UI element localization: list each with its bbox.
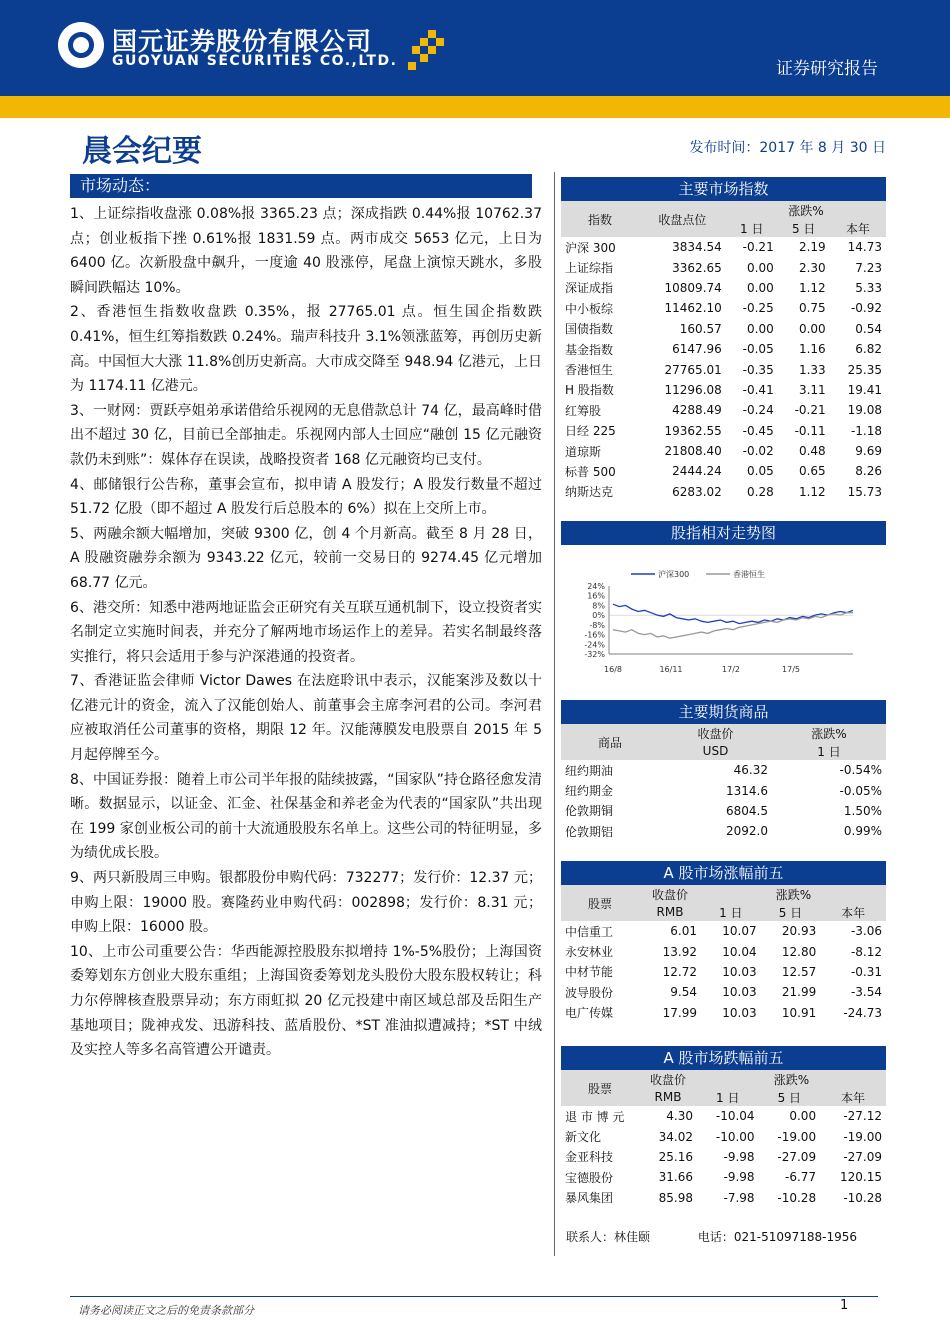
table-cell: 8.26	[855, 464, 882, 479]
publish-date: 发布时间：2017 年 8 月 30 日	[689, 140, 886, 156]
page-title: 晨会纪要	[82, 134, 202, 169]
table-cell: 1.16	[798, 342, 826, 357]
table-cell: 0.28	[747, 484, 774, 499]
legend-label: 沪深300	[658, 570, 690, 579]
column-divider	[554, 172, 555, 1256]
table-cell: 2.30	[798, 260, 826, 275]
table-cell: -19.00	[843, 1129, 882, 1144]
col-header: 本年	[820, 903, 886, 921]
contact-person: 联系人：林佳颐	[566, 1230, 651, 1244]
table-cell: -0.54%	[839, 763, 882, 778]
col-header: 涨跌%	[772, 724, 886, 742]
table-row	[561, 1106, 886, 1126]
table-cell: -0.24	[742, 403, 774, 418]
table-cell: 4.30	[666, 1109, 694, 1124]
losers-panel	[561, 1046, 886, 1208]
col-header: 1 日	[772, 742, 886, 760]
table-cell: 6283.02	[672, 484, 722, 499]
table-row	[561, 380, 886, 400]
table-cell: 19.08	[847, 403, 882, 418]
table-cell: 10.04	[722, 944, 757, 959]
y-tick-label: 0%	[592, 611, 605, 621]
row-label: H 股指数	[565, 383, 614, 398]
page-header	[0, 0, 950, 96]
futures-panel	[561, 700, 886, 842]
table-row	[561, 780, 886, 800]
table-cell: 1.12	[798, 280, 826, 295]
table-cell: 3.11	[798, 382, 826, 397]
y-tick-label: -32%	[584, 650, 605, 659]
table-cell: 2444.24	[672, 464, 722, 479]
table-cell: 11296.08	[664, 382, 722, 397]
news-paragraph: 1、上证综指收盘涨 0.08%报 3365.23 点；深成指跌 0.44%报 10762.37 点；创业板指下挫 0.61%报 1831.59 点。两市成交 5653 亿元，上日为 6400 亿。次新股盘中飙升，一度逾 40 股涨停，尾盘上演惊天跳水，多股瞬间跌幅达 10%。	[70, 206, 542, 296]
table-row	[561, 921, 886, 941]
losers-table	[561, 1070, 886, 1208]
row-label: 中材节能	[565, 965, 614, 980]
table-row	[561, 941, 886, 961]
y-tick-label: 16%	[587, 591, 605, 601]
row-label: 纽约期金	[565, 784, 614, 799]
table-cell: -27.09	[843, 1149, 882, 1164]
table-row	[561, 359, 886, 379]
news-paragraph: 9、两只新股周三申购。银都股份申购代码：732277；发行价：12.37 元；申购上限：19000 股。赛隆药业申购代码：002898；发行价：8.31 元；申购上限：16000 股。	[70, 870, 542, 936]
col-header: 涨跌%	[726, 201, 886, 219]
col-header: 收盘价	[659, 724, 772, 742]
x-tick-label: 16/8	[604, 665, 622, 674]
futures-heading: 主要期货商品	[561, 700, 886, 724]
table-row	[561, 760, 886, 780]
table-row	[561, 1167, 886, 1187]
header-stripe	[0, 96, 950, 118]
table-cell: 0.00	[798, 321, 826, 336]
table-cell: 15.73	[847, 484, 882, 499]
col-header: 股票	[561, 1070, 639, 1106]
page-number: 1	[840, 1298, 849, 1313]
market-section-heading: 市场动态：	[70, 174, 532, 198]
table-cell: 1.50%	[843, 803, 882, 818]
table-cell: 85.98	[658, 1190, 694, 1205]
chart-svg	[561, 546, 886, 696]
news-paragraph: 7、香港证监会律师 Victor Dawes 在法庭聆讯中表示，汉能案涉及数以十亿港元计的资金，流入了汉能创始人、前董事会主席李河君的公司。李河君应被取消任公司董事的资格，期限 12 年。汉能薄膜发电股票自 2015 年 5 月起停牌至今。	[70, 673, 542, 764]
table-row	[561, 1147, 886, 1167]
col-header: RMB	[639, 903, 701, 921]
x-tick-label: 17/5	[782, 665, 800, 674]
table-cell: 14.73	[847, 240, 882, 255]
col-header: 1 日	[697, 1088, 759, 1106]
news-paragraph: 3、一财网：贾跃亭姐弟承诺借给乐视网的无息借款总计 74 亿，最高峰时借出不超过 30 亿，目前已全部抽走。乐视网内部人士回应“融创 15 亿元融资款仍未到账”：媒体存在误读，战略投资者 168 亿元融资均已支付。	[70, 402, 542, 468]
table-cell: 12.57	[781, 964, 817, 979]
col-header: 5 日	[759, 1088, 821, 1106]
row-label: 深证成指	[565, 281, 614, 296]
row-label: 国债指数	[565, 322, 614, 337]
table-cell: 13.92	[662, 944, 697, 959]
table-cell: -0.45	[742, 423, 774, 438]
col-header: 商品	[561, 724, 659, 760]
contact-info	[566, 1228, 857, 1245]
footer-divider	[70, 1296, 878, 1297]
row-label: 退 市 博 元	[565, 1109, 625, 1124]
table-cell: -0.02	[742, 444, 774, 459]
report-type: 证券研究报告	[776, 59, 878, 79]
row-label: 纳斯达克	[565, 485, 614, 500]
table-cell: 17.99	[662, 1005, 697, 1020]
row-label: 标普 500	[565, 464, 616, 479]
table-cell: 3362.65	[672, 260, 722, 275]
footer-disclaimer: 请务必阅读正文之后的免责条款部分	[78, 1304, 254, 1317]
table-cell: 10.07	[722, 924, 757, 939]
news-paragraph: 2、香港恒生指数收盘跌 0.35%，报 27765.01 点。恒生国企指数跌 0.41%，恒生红筹指数跌 0.24%。瑞声科技升 3.1%领涨蓝筹，再创历史新高。中国恒大大涨 11.8%创历史新高。大市成交降至 948.94 亿港元，上日为 1174.11 亿港元。	[70, 304, 542, 395]
table-cell: -0.25	[742, 301, 774, 316]
row-label: 中小板综	[565, 301, 614, 316]
col-header: 收盘点位	[639, 201, 726, 237]
logo-squares-icon	[408, 30, 444, 70]
col-header: 1 日	[701, 903, 761, 921]
relative-trend-chart	[561, 546, 886, 696]
col-header: USD	[659, 742, 772, 760]
y-tick-label: 8%	[592, 601, 605, 611]
gainers-heading: A 股市场涨幅前五	[561, 861, 886, 885]
table-cell: 34.02	[658, 1129, 694, 1144]
table-cell: 0.05	[747, 464, 774, 479]
table-cell: 12.72	[662, 964, 697, 979]
table-row	[561, 278, 886, 298]
table-cell: -24.73	[843, 1005, 882, 1020]
gainers-panel	[561, 861, 886, 1023]
indices-table	[561, 201, 886, 502]
table-row	[561, 441, 886, 461]
col-header: 本年	[830, 219, 886, 237]
table-cell: -3.54	[850, 985, 882, 1000]
table-row	[561, 1188, 886, 1208]
table-cell: 20.93	[781, 924, 817, 939]
table-cell: -9.98	[723, 1170, 755, 1185]
table-cell: 160.57	[679, 321, 722, 336]
table-cell: -10.00	[715, 1129, 755, 1144]
table-cell: -19.00	[777, 1129, 817, 1144]
y-tick-label: -8%	[589, 620, 605, 630]
col-header: 5 日	[778, 219, 830, 237]
table-cell: 120.15	[840, 1170, 882, 1185]
table-row	[561, 298, 886, 318]
table-cell: -0.92	[850, 301, 882, 316]
table-cell: -9.98	[723, 1149, 755, 1164]
table-cell: 0.00	[747, 260, 774, 275]
table-cell: 46.32	[733, 763, 768, 778]
table-cell: 0.75	[798, 301, 826, 316]
losers-heading: A 股市场跌幅前五	[561, 1046, 886, 1070]
market-news-body	[70, 202, 542, 1063]
table-cell: 0.99%	[843, 824, 882, 839]
table-cell: -1.18	[850, 423, 882, 438]
col-header: 涨跌%	[697, 1070, 886, 1088]
table-cell: 9.69	[855, 444, 882, 459]
news-paragraph: 5、两融余额大幅增加，突破 9300 亿，创 4 个月新高。截至 8 月 28 日，A 股融资融券余额为 9343.22 亿元，较前一交易日的 9274.45 亿元增加 68.77 亿元。	[70, 525, 542, 591]
table-cell: -0.41	[742, 382, 774, 397]
table-cell: -0.31	[850, 964, 882, 979]
table-cell: -0.35	[742, 362, 774, 377]
table-cell: 19.41	[847, 382, 882, 397]
table-cell: 3834.54	[672, 240, 722, 255]
series-line	[613, 613, 853, 639]
news-paragraph: 8、中国证券报：随着上市公司半年报的陆续披露，“国家队”持仓路径愈发清晰。数据显示，以证金、汇金、社保基金和养老金为代表的“国家队”共出现在 199 家创业板公司的前十大流通股股东名单上。这些公司的特征明显，多为绩优成长股。	[70, 771, 542, 862]
table-cell: -0.21	[794, 403, 826, 418]
x-tick-label: 16/11	[659, 665, 683, 674]
table-cell: -0.05	[742, 342, 774, 357]
news-paragraph: 10、上市公司重要公告：华西能源控股股东拟增持 1%-5%股份；上海国资委筹划东方创业大股东重组；上海国资委筹划龙头股份大股东股权转让；科力尔停牌核查股票异动；东方雨虹拟 20 亿元投建中南区域总部及岳阳生产基地项目；陇神戎发、迅游科技、蓝盾股份、*ST 准油拟遭减持；*ST 中绒及实控人等多名高管遭公开谴责。	[70, 943, 542, 1059]
legend-label: 香港恒生	[733, 570, 765, 579]
table-row	[561, 237, 886, 257]
row-label: 日经 225	[565, 424, 616, 439]
row-label: 伦敦期铝	[565, 824, 614, 839]
row-label: 波导股份	[565, 985, 614, 1000]
news-paragraph: 6、港交所：知悉中港两地证监会正研究有关互联互通机制下，设立投资者实名制定立实施时间表，并充分了解两地市场运作上的差异。若实名制最终落实推行，将只会适用于参与沪深港通的投资者。	[70, 599, 542, 665]
chart-heading: 股指相对走势图	[561, 521, 886, 545]
table-cell: 1.12	[798, 484, 826, 499]
table-cell: -8.12	[850, 944, 882, 959]
table-cell: 6804.5	[725, 803, 768, 818]
table-cell: 7.23	[855, 260, 882, 275]
gainers-table	[561, 885, 886, 1023]
table-cell: -10.28	[777, 1190, 817, 1205]
table-cell: -0.05%	[839, 783, 882, 798]
row-label: 中信重工	[565, 924, 614, 939]
col-header: 5 日	[761, 903, 821, 921]
table-row	[561, 982, 886, 1002]
table-row	[561, 962, 886, 982]
table-row	[561, 801, 886, 821]
table-cell: 25.35	[847, 362, 882, 377]
company-name-en: GUOYUAN SECURITIES CO.,LTD.	[112, 53, 398, 69]
row-label: 宝德股份	[565, 1170, 614, 1185]
row-label: 伦敦期铜	[565, 804, 614, 819]
table-cell: 0.65	[798, 464, 826, 479]
table-cell: 2092.0	[725, 824, 768, 839]
table-row	[561, 339, 886, 359]
table-cell: 5.33	[855, 280, 882, 295]
futures-table	[561, 724, 886, 842]
table-row	[561, 400, 886, 420]
chart-panel	[561, 521, 886, 545]
table-cell: 10809.74	[664, 280, 722, 295]
col-header: 收盘价	[639, 885, 701, 903]
y-tick-label: -16%	[584, 630, 605, 640]
company-logo-icon	[58, 22, 104, 68]
table-cell: -10.28	[843, 1190, 882, 1205]
table-cell: 12.80	[781, 944, 817, 959]
table-cell: -7.98	[723, 1190, 755, 1205]
table-cell: 10.03	[722, 1005, 757, 1020]
table-cell: 2.19	[798, 240, 826, 255]
table-row	[561, 1126, 886, 1146]
table-cell: 6.82	[855, 342, 882, 357]
table-cell: 10.91	[781, 1005, 817, 1020]
col-header: RMB	[639, 1088, 697, 1106]
table-row	[561, 461, 886, 481]
table-cell: 0.00	[789, 1109, 817, 1124]
y-tick-label: -24%	[584, 640, 605, 650]
table-cell: -10.04	[715, 1109, 755, 1124]
row-label: 香港恒生	[565, 363, 614, 378]
row-label: 上证综指	[565, 261, 614, 276]
col-header: 收盘价	[639, 1070, 697, 1088]
table-row	[561, 421, 886, 441]
col-header: 本年	[820, 1088, 886, 1106]
table-cell: 27765.01	[664, 362, 722, 377]
series-line	[613, 604, 853, 623]
table-cell: 25.16	[658, 1149, 694, 1164]
row-label: 电广传媒	[565, 1006, 614, 1021]
y-tick-label: 24%	[587, 582, 605, 591]
table-cell: 10.03	[722, 964, 757, 979]
table-cell: -0.21	[742, 240, 774, 255]
table-cell: 0.54	[855, 321, 882, 336]
row-label: 新文化	[565, 1130, 602, 1145]
news-paragraph: 4、邮储银行公告称，董事会宣布，拟申请 A 股发行；A 股发行数量不超过 51.72 亿股（即不超过 A 股发行后总股本的 6%）拟在上交所上市。	[70, 476, 542, 518]
row-label: 沪深 300	[565, 240, 616, 255]
table-row	[561, 821, 886, 841]
table-cell: -0.11	[794, 423, 826, 438]
row-label: 基金指数	[565, 342, 614, 357]
x-tick-label: 17/2	[722, 665, 740, 674]
col-header: 1 日	[726, 219, 778, 237]
row-label: 道琼斯	[565, 444, 602, 459]
table-cell: -6.77	[785, 1170, 817, 1185]
table-row	[561, 257, 886, 277]
table-cell: 19362.55	[664, 423, 722, 438]
table-cell: 21808.40	[664, 444, 722, 459]
table-cell: 1314.6	[725, 783, 768, 798]
company-name-cn: 国元证券股份有限公司	[112, 27, 373, 56]
indices-heading: 主要市场指数	[561, 177, 886, 201]
table-row	[561, 1003, 886, 1023]
row-label: 暴风集团	[565, 1191, 614, 1206]
table-cell: -3.06	[850, 924, 882, 939]
table-cell: 10.03	[722, 985, 757, 1000]
table-cell: 9.54	[670, 985, 697, 1000]
contact-phone: 电话：021-51097188-1956	[697, 1230, 858, 1244]
table-cell: 6.01	[670, 924, 697, 939]
table-cell: 0.00	[747, 321, 774, 336]
row-label: 纽约期油	[565, 763, 614, 778]
row-label: 红筹股	[565, 403, 602, 418]
indices-panel	[561, 177, 886, 502]
table-cell: 31.66	[658, 1170, 694, 1185]
col-header: 指数	[561, 201, 639, 237]
table-cell: -27.09	[777, 1149, 817, 1164]
table-cell: 0.00	[747, 280, 774, 295]
table-row	[561, 319, 886, 339]
table-cell: 11462.10	[664, 301, 722, 316]
col-header: 股票	[561, 885, 639, 921]
col-header: 涨跌%	[701, 885, 886, 903]
table-cell: -27.12	[843, 1109, 882, 1124]
table-cell: 1.33	[798, 362, 826, 377]
table-row	[561, 482, 886, 502]
row-label: 金亚科技	[565, 1150, 614, 1165]
row-label: 永安林业	[565, 945, 614, 960]
table-cell: 4288.49	[672, 403, 722, 418]
table-cell: 0.48	[798, 444, 826, 459]
table-cell: 21.99	[781, 985, 817, 1000]
table-cell: 6147.96	[672, 342, 722, 357]
